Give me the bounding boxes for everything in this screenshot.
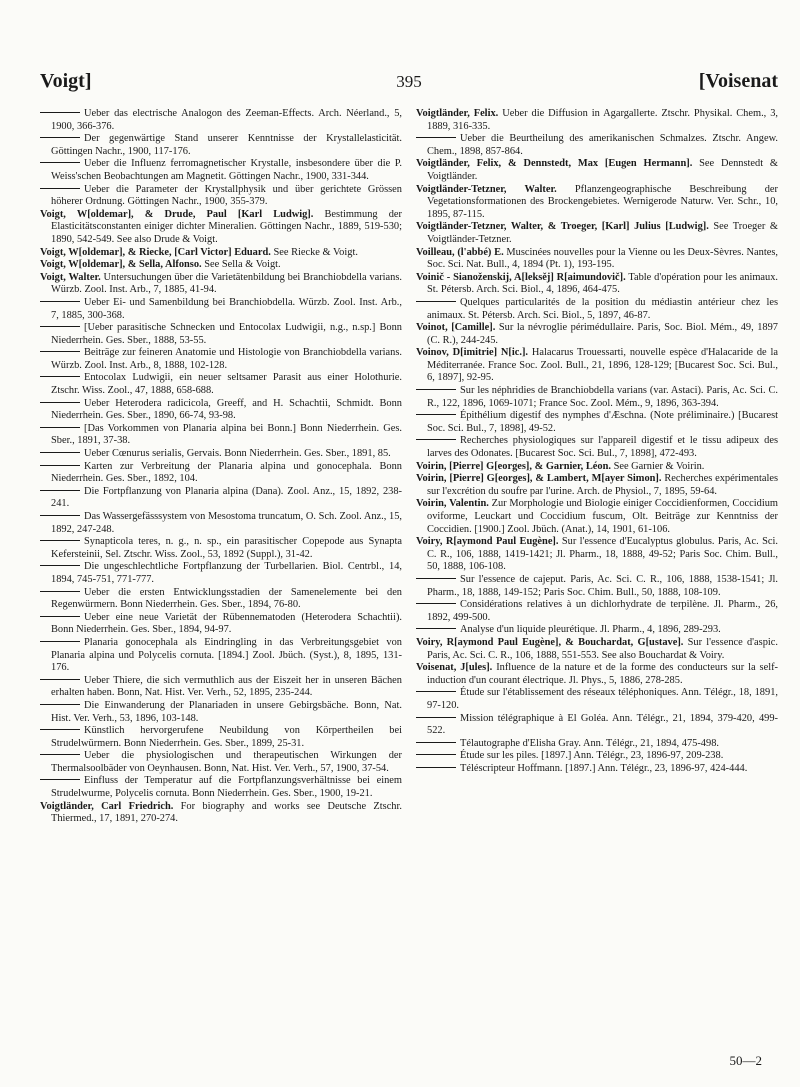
entry-text: Sur les néphridies de Branchiobdella varians (var. Astaci). Paris, Ac. Sci. C. R., 122, 1896, 1069-1071; France Soc. Zool. Mém., 9, 1896, 363-394. [427,385,778,409]
bib-entry [40,675,402,700]
repeat-author-dash [40,137,80,138]
bib-entry [40,158,402,183]
header-left: Voigt] [40,70,92,92]
page-number: 395 [396,72,422,91]
bib-entry [40,108,402,133]
entry-text: Ueber Cœnurus serialis, Gervais. Bonn Niederrhein. Ges. Sber., 1891, 85. [84,448,391,460]
entry-text: Mission télégraphique à El Goléa. Ann. Télégr., 21, 1894, 379-420, 499-522. [427,712,778,737]
repeat-author-dash [416,767,456,768]
bib-entry [40,398,402,423]
repeat-author-dash [40,679,80,680]
author-name: Voilleau, (l'abbé) E. [416,246,504,258]
repeat-author-dash [40,591,80,592]
bib-entry [40,461,402,486]
author-name: Voigtländer, Carl Friedrich. [40,800,174,812]
entry-text: Influence de la nature et de la forme des conducteurs sur la self-induction d'un courant électrique. Jl. Phys., 5, 1886, 278-285. [427,662,778,686]
bib-entry [40,637,402,675]
author-name: Voigtländer, Felix, & Dennstedt, Max [Eugen Hermann]. [416,158,693,170]
bib-entry [40,561,402,586]
bib-entry [416,221,778,246]
bib-entry [416,624,778,637]
author-name: Voigt, W[oldemar], & Riecke, [Carl Victor] Eduard. [40,246,271,258]
author-name: Voirin, [Pierre] G[eorges], & Garnier, Léon. [416,460,611,472]
entry-text: Ueber Ei- und Samenbildung bei Branchiobdella. Würzb. Zool. Inst. Arb., 7, 1885, 300-368. [51,296,402,321]
bib-entry [416,133,778,158]
bib-entry [40,775,402,800]
entry-text: Einfluss der Temperatur auf die Fortpflanzungsverhältnisse bei einem Strudelwurme, Polycelis cornuta. Bonn Niederrhein. Ges. Sber., 1900, 19-21. [51,775,402,800]
bib-entry [416,637,778,662]
entry-text: Bestimmung der Elasticitätsconstanten einiger dichter Mineralien. Göttingen Nachr., 1889, 519-530; 1890, 542-549. See also Drude & Voigt. [51,208,402,245]
repeat-author-dash [416,439,456,440]
entry-text: Beiträge zur feineren Anatomie und Histologie von Branchiobdella varians. Würzb. Zool. Inst. Arb., 8, 1888, 102-128. [51,347,402,371]
repeat-author-dash [416,754,456,755]
header-right: [Voisenat [698,70,778,92]
bib-entry [416,687,778,712]
entry-text: Recherches expérimentales sur l'excrétion du soufre par l'urine. Arch. de Physiol., 7, 1895, 59-64. [427,473,778,497]
entry-text: Karten zur Verbreitung der Planaria alpina und gonocephala. Bonn Niederrhein. Ges. Sber., 1892, 104. [51,460,402,485]
right-column [416,108,778,826]
entry-text: Die ungeschlechtliche Fortpflanzung der Turbellarien. Biol. Centrbl., 14, 1894, 745-751, 771-777. [51,561,402,585]
entry-text: Étude sur les piles. [1897.] Ann. Télégr., 23, 1896-97, 209-238. [460,750,724,762]
bib-entry [40,322,402,347]
repeat-author-dash [40,162,80,163]
entry-text: Ueber Heterodera radicicola, Greeff, and H. Schachtii, Schmidt. Bonn Niederrhein. Ges. Sber., 1890, 66-74, 93-98. [51,397,402,422]
bib-entry [40,209,402,247]
author-name: Voisenat, J[ules]. [416,662,493,674]
bib-entry [416,297,778,322]
bib-entry [40,259,402,272]
repeat-author-dash [40,465,80,466]
repeat-author-dash [416,389,456,390]
bib-entry [416,662,778,687]
bib-entry [40,247,402,260]
author-name: Voirin, [Pierre] G[eorges], & Lambert, M[ayer Simon]. [416,473,662,485]
bib-entry [40,448,402,461]
entry-text: Untersuchungen über die Varietätenbildung bei Branchiobdella varians. Würzb. Zool. Inst. Arb., 7, 1885, 41-94. [51,271,402,296]
bib-entry [416,574,778,599]
bib-entry [416,599,778,624]
repeat-author-dash [40,188,80,189]
repeat-author-dash [40,540,80,541]
entry-text: Zur Morphologie und Biologie einiger Coccidienformen, Coccidium oviforme, Leuckart und Coccidium fuscum, Olt. Beiträge zur Kenntniss der Coccidien. [1900.] Zool. Jbüch. (Anat.), 14, 1901, 61-106. [427,498,778,535]
entry-text: Table d'opération pour les animaux. St. Pétersb. Arch. Sci. Biol., 4, 1896, 464-475. [427,271,779,296]
bib-entry [416,498,778,536]
author-name: Voigtländer-Tetzner, Walter, & Troeger, [Karl] Julius [Ludwig]. [416,221,709,233]
author-name: Voigt, W[oldemar], & Sella, Alfonso. [40,259,202,271]
entry-text: Ueber die Beurtheilung des amerikanischen Schmalzes. Ztschr. Angew. Chem., 1898, 857-864. [427,133,778,157]
entry-text: Entocolax Ludwigii, ein neuer seltsamer Parasit aus einer Holothurie. Ztschr. Wiss. Zool., 47, 1888, 658-688. [51,372,402,397]
entry-text: Das Wassergefässsystem von Mesostoma truncatum, O. Sch. Zool. Anz., 15, 1892, 247-248. [51,511,402,535]
repeat-author-dash [416,691,456,692]
bib-entry [40,184,402,209]
repeat-author-dash [40,452,80,453]
bib-entry [40,297,402,322]
entry-text: See Dennstedt & Voigtländer. [427,158,778,182]
repeat-author-dash [40,779,80,780]
author-name: Voirin, Valentin. [416,498,489,510]
bib-entry [40,700,402,725]
bib-entry [416,184,778,222]
repeat-author-dash [40,515,80,516]
bib-entry [416,158,778,183]
repeat-author-dash [40,376,80,377]
entry-text: Künstlich hervorgerufene Neubildung von Körpertheilen bei Strudelwürmern. Bonn Niederrhein. Ges. Sber., 1899, 25-31. [51,725,402,749]
entry-text: Die Einwanderung der Planariaden in unsere Gebirgsbäche. Bonn, Nat. Hist. Ver. Verh., 53, 1896, 103-148. [51,699,402,724]
repeat-author-dash [416,578,456,579]
author-name: Voiry, R[aymond Paul Eugène]. [416,536,559,548]
repeat-author-dash [40,729,80,730]
entry-text: Sur l'essence d'Eucalyptus globulus. Paris, Ac. Sci. C. R., 106, 1888, 1419-1421; Jl. Pharm., 18, 1888, 49-52; Paris Soc. Chim. Bull., 50, 1888, 106-108. [427,536,778,573]
entry-text: Quelques particularités de la position du médiastin antérieur chez les animaux. St. Pétersb. Arch. Sci. Biol., 5, 1897, 46-87. [427,296,778,321]
author-name: Voinov, D[imitrie] N[ic.]. [416,347,529,359]
entry-text: Halacarus Trouessarti, nouvelle espèce d'Halacaride de la Méditerranée. France Soc. Zool. Bull., 21, 1896, 128-129; [Bucarest Soc. Sci. Bul., 6, 1897], 92-95. [427,347,778,384]
bib-entry [416,763,778,776]
author-name: Voinič - Sianoženskij, A[leksěj] R[aimundovič]. [416,271,626,283]
entry-text: For biography and works see Deutsche Ztschr. Thiermed., 17, 1891, 270-274. [51,800,402,825]
entry-text: [Das Vorkommen von Planaria alpina bei Bonn.] Bonn Niederrhein. Ges. Sber., 1891, 37-38. [51,422,402,447]
entry-text: [Ueber parasitische Schnecken und Entocolax Ludwigii, n.g., n.sp.] Bonn Niederrhein. Ges. Sber., 1888, 53-55. [51,322,402,346]
entry-text: Pflanzengeographische Beschreibung der Vegetationsformationen des Brockengebietes. Wernigerode Naturw. Ver. Schr., 10, 1895, 87-115. [427,183,778,220]
author-name: Voinot, [Camille]. [416,322,496,334]
entry-text: Étude sur l'établissement des réseaux téléphoniques. Ann. Télégr., 18, 1891, 97-120. [427,687,778,711]
repeat-author-dash [40,754,80,755]
bib-entry [416,738,778,751]
bib-entry [40,272,402,297]
entry-text: Ueber die Diffusion in Agargallerte. Ztschr. Physikal. Chem., 3, 1889, 316-335. [427,108,778,132]
entry-text: Ueber die physiologischen und therapeutischen Wirkungen der Thermalsoolbäder von Oeynhausen. Bonn, Nat. Hist. Ver. Verh., 57, 1900, 37-54. [51,750,402,774]
signature-mark: 50—2 [729,1053,762,1068]
bib-entry [40,372,402,397]
entry-text: Ueber die Parameter der Krystallphysik und über gerichtete Grössen höherer Ordnung. Göttingen Nachr., 1900, 355-379. [51,183,402,208]
bib-entry [40,612,402,637]
left-column [40,108,402,826]
repeat-author-dash [40,565,80,566]
author-name: Voigtländer, Felix. [416,108,499,119]
bib-entry [416,322,778,347]
entry-text: Considérations relatives à un dichlorhydrate de terpilène. Jl. Pharm., 26, 1892, 499-500. [427,599,778,623]
author-name: Voiry, R[aymond Paul Eugène], & Bouchardat, G[ustave]. [416,636,684,648]
bib-entry [40,486,402,511]
entry-text: Recherches physiologiques sur l'appareil digestif et le tissu adipeux des larves des Odonates. [Bucarest Soc. Sci. Bul., 7, 1898], 472-493. [427,435,778,460]
entry-text: Télautographe d'Elisha Gray. Ann. Télégr., 21, 1894, 475-498. [460,737,719,749]
bib-entry [40,587,402,612]
repeat-author-dash [40,402,80,403]
bib-entry [416,410,778,435]
running-header [40,70,778,98]
entry-text: See Sella & Voigt. [201,259,281,271]
entry-text: Die Fortpflanzung von Planaria alpina (Dana). Zool. Anz., 15, 1892, 238-241. [51,485,402,510]
bib-entry [416,247,778,272]
repeat-author-dash [40,641,80,642]
repeat-author-dash [40,326,80,327]
author-name: Voigt, Walter. [40,271,101,283]
repeat-author-dash [40,351,80,352]
repeat-author-dash [416,628,456,629]
bib-entry [40,347,402,372]
entry-text: Ueber die Influenz ferromagnetischer Krystalle, insbesondere über die P. Weiss'schen Beobachtungen am Magnetit. Göttingen Nachr., 1900, 331-344. [51,158,402,182]
bib-entry [416,435,778,460]
repeat-author-dash [416,414,456,415]
entry-text: Muscinées nouvelles pour la Vienne ou les Deux-Sèvres. Nantes, Soc. Sci. Nat. Bull., 4, 1894 (Pt. 1), 193-195. [427,246,779,271]
repeat-author-dash [416,742,456,743]
bib-entry [416,713,778,738]
entry-text: Sur l'essence de cajeput. Paris, Ac. Sci. C. R., 106, 1888, 1538-1541; Jl. Pharm., 18, 1888, 149-152; Paris Soc. Chim. Bull., 50, 1888, 108-109. [427,573,778,598]
repeat-author-dash [416,603,456,604]
entry-text: Ueber eine neue Varietät der Rübennematoden (Heterodera Schachtii). Bonn Niederrhein. Ges. Sber., 1894, 94-97. [51,611,402,636]
bib-entry [416,536,778,574]
entry-text: See Troeger & Voigtländer-Tetzner. [427,221,778,245]
entry-text: Planaria gonocephala als Eindringling in das Verbreitungsgebiet von Planaria alpina und Polycelis cornuta. [1894.] Zool. Jbüch. (Syst.), 8, 1895, 131-176. [51,636,402,674]
bib-entry [40,801,402,826]
bib-entry [416,347,778,385]
entry-text: Sur la névroglie périmédullaire. Paris, Soc. Biol. Mém., 49, 1897 (C. R.), 244-245. [427,322,778,346]
entry-text: Ueber das electrische Analogon des Zeeman-Effects. Arch. Néerland., 5, 1900, 366-376. [51,108,402,132]
bib-entry [416,272,778,297]
bib-entry [40,750,402,775]
repeat-author-dash [40,704,80,705]
entry-text: Ueber die ersten Entwicklungsstadien der Samenelemente bei den Regenwürmern. Bonn Niederrhein. Ges. Sber., 1894, 76-80. [51,586,402,611]
bib-entry [416,461,778,474]
entry-text: Analyse d'un liquide pleurétique. Jl. Pharm., 4, 1896, 289-293. [460,624,721,636]
repeat-author-dash [40,301,80,302]
entry-text: Synapticola teres, n. g., n. sp., ein parasitischer Copepode aus Synapta Kefersteinii, Sel. Ztschr. Wiss. Zool., 53, 1892 (Suppl.), 31-42. [51,536,402,560]
bib-entry [416,750,778,763]
repeat-author-dash [416,717,456,718]
repeat-author-dash [40,490,80,491]
repeat-author-dash [40,427,80,428]
bib-entry [40,133,402,158]
bib-entry [416,385,778,410]
entry-text: Épithélium digestif des nymphes d'Æschna. (Note préliminaire.) [Bucarest Soc. Sci. Bul., 7, 1898], 49-52. [427,410,778,434]
repeat-author-dash [40,112,80,113]
repeat-author-dash [40,616,80,617]
entry-columns [40,108,778,826]
repeat-author-dash [416,301,456,302]
bib-entry [40,536,402,561]
bib-entry [40,423,402,448]
bib-entry [416,473,778,498]
bib-entry [40,725,402,750]
entry-text: Téléscripteur Hoffmann. [1897.] Ann. Télégr., 23, 1896-97, 424-444. [460,762,748,774]
author-name: Voigtländer-Tetzner, Walter. [416,183,557,195]
bib-entry [40,511,402,536]
bib-entry [416,108,778,133]
entry-text: Ueber Thiere, die sich vermuthlich aus der Eiszeit her in unseren Bächen erhalten haben. Bonn, Nat. Hist. Ver. Verh., 52, 1895, 235-244. [51,674,402,699]
entry-text: Sur l'essence d'aspic. Paris, Ac. Sci. C. R., 106, 1888, 551-553. See also Bouchardat & Voiry. [427,636,778,661]
repeat-author-dash [416,137,456,138]
entry-text: See Garnier & Voirin. [610,460,705,472]
entry-text: Der gegenwärtige Stand unserer Kenntnisse der Krystallelasticität. Göttingen Nachr., 1900, 117-176. [51,133,402,157]
entry-text: See Riecke & Voigt. [270,246,358,258]
author-name: Voigt, W[oldemar], & Drude, Paul [Karl Ludwig]. [40,208,314,220]
